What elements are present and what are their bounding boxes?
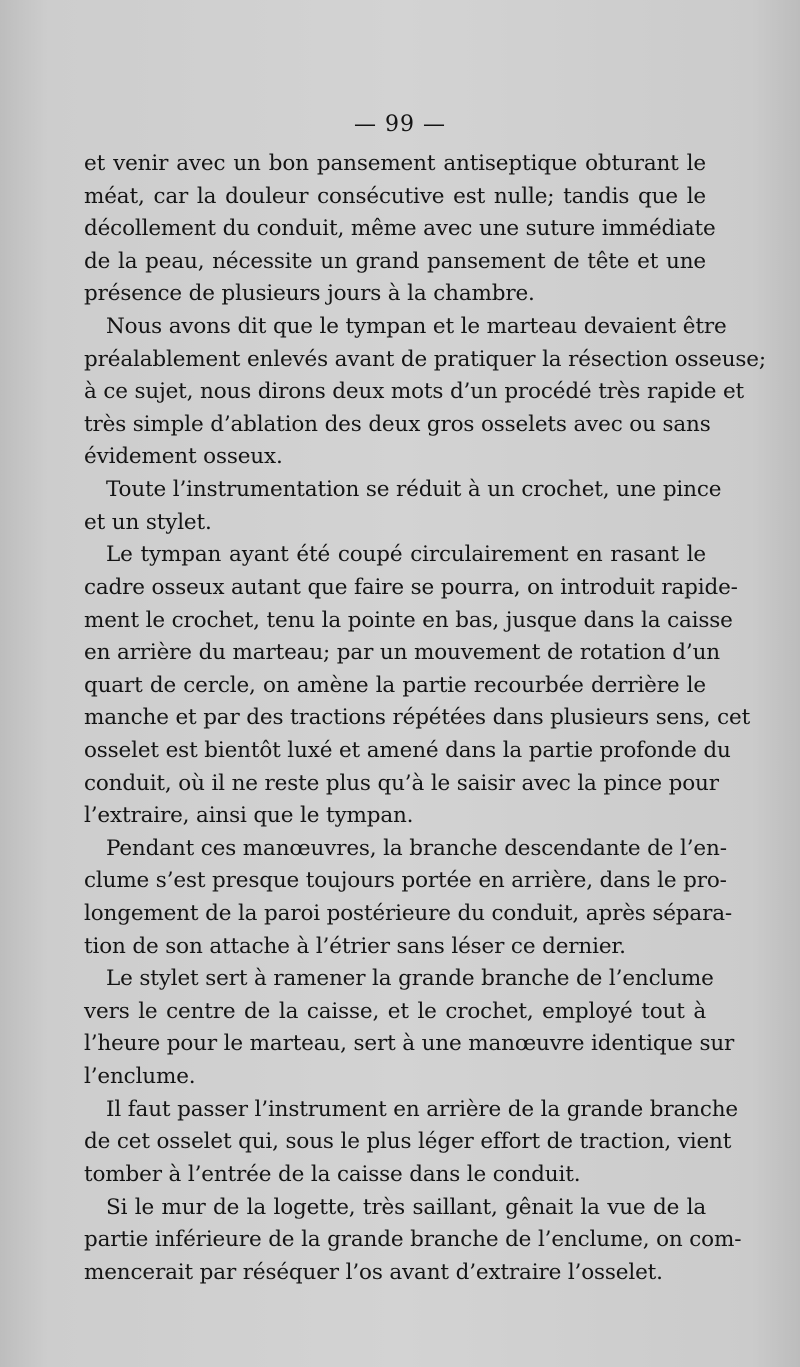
text-line: l’extraire, ainsi que le tympan. (84, 803, 414, 829)
text-line: présence de plusieurs jours à la chambre. (84, 281, 535, 307)
text-line: Pendant ces manœuvres, la branche descendante de l’en- (106, 835, 727, 861)
text-line: osselet est bientôt luxé et amené dans la partie profonde du (84, 737, 731, 763)
text-line: mencerait par réséquer l’os avant d’extraire l’osselet. (84, 1259, 663, 1285)
text-line: clume s’est presque toujours portée en arrière, dans le pro- (84, 868, 727, 894)
text-line: vers le centre de la caisse, et le crochet, employé tout à (84, 998, 706, 1024)
text-line: et venir avec un bon pansement antiseptique obturant le (84, 151, 706, 176)
text-line: l’heure pour le marteau, sert à une manœuvre identique sur (84, 1031, 735, 1057)
text-line: méat, car la douleur consécutive est nulle; tandis que le (84, 183, 706, 209)
text-line: Toute l’instrumentation se réduit à un crochet, une pince (106, 477, 722, 503)
text-line: Le stylet sert à ramener la grande branche de l’enclume (106, 966, 714, 992)
text-line: décollement du conduit, même avec une suture immédiate (84, 216, 716, 242)
text-line: en arrière du marteau; par un mouvement de rotation d’un (84, 640, 720, 666)
text-line: tion de son attache à l’étrier sans léser ce dernier. (84, 933, 626, 959)
text-line: très simple d’ablation des deux gros osselets avec ou sans (84, 411, 711, 437)
text-line: Le tympan ayant été coupé circulairement en rasant le (106, 542, 706, 568)
text-line: et un stylet. (84, 509, 212, 535)
text-line: ment le crochet, tenu la pointe en bas, jusque dans la caisse (84, 607, 733, 633)
text-line: l’enclume. (84, 1064, 196, 1090)
page-number: — 99 — (354, 112, 446, 137)
text-line: longement de la paroi postérieure du conduit, après sépara- (84, 901, 732, 927)
text-line: à ce sujet, nous dirons deux mots d’un procédé très rapide et (84, 379, 745, 405)
text-line: manche et par des tractions répétées dans plusieurs sens, cet (84, 705, 751, 731)
text-line: de la peau, nécessite un grand pansement de tête et une (84, 248, 706, 274)
text-line: partie inférieure de la grande branche de l’enclume, on com- (84, 1227, 742, 1253)
text-line: Il faut passer l’instrument en arrière de la grande branche (106, 1096, 739, 1122)
text-line: évidement osseux. (84, 444, 283, 470)
text-line: de cet osselet qui, sous le plus léger effort de traction, vient (84, 1129, 732, 1155)
text-line: quart de cercle, on amène la partie recourbée derrière le (84, 672, 706, 698)
text-line: Nous avons dit que le tympan et le marteau devaient être (106, 314, 727, 340)
body-text (84, 148, 766, 1289)
text-line: tomber à l’entrée de la caisse dans le conduit. (84, 1161, 581, 1187)
text-line: Si le mur de la logette, très saillant, gênait la vue de la (106, 1194, 706, 1220)
text-line: préalablement enlevés avant de pratiquer la résection osseuse; (84, 346, 766, 372)
text-line: conduit, où il ne reste plus qu’à le saisir avec la pince pour (84, 770, 719, 796)
text-line: cadre osseux autant que faire se pourra, on introduit rapide- (84, 574, 738, 600)
